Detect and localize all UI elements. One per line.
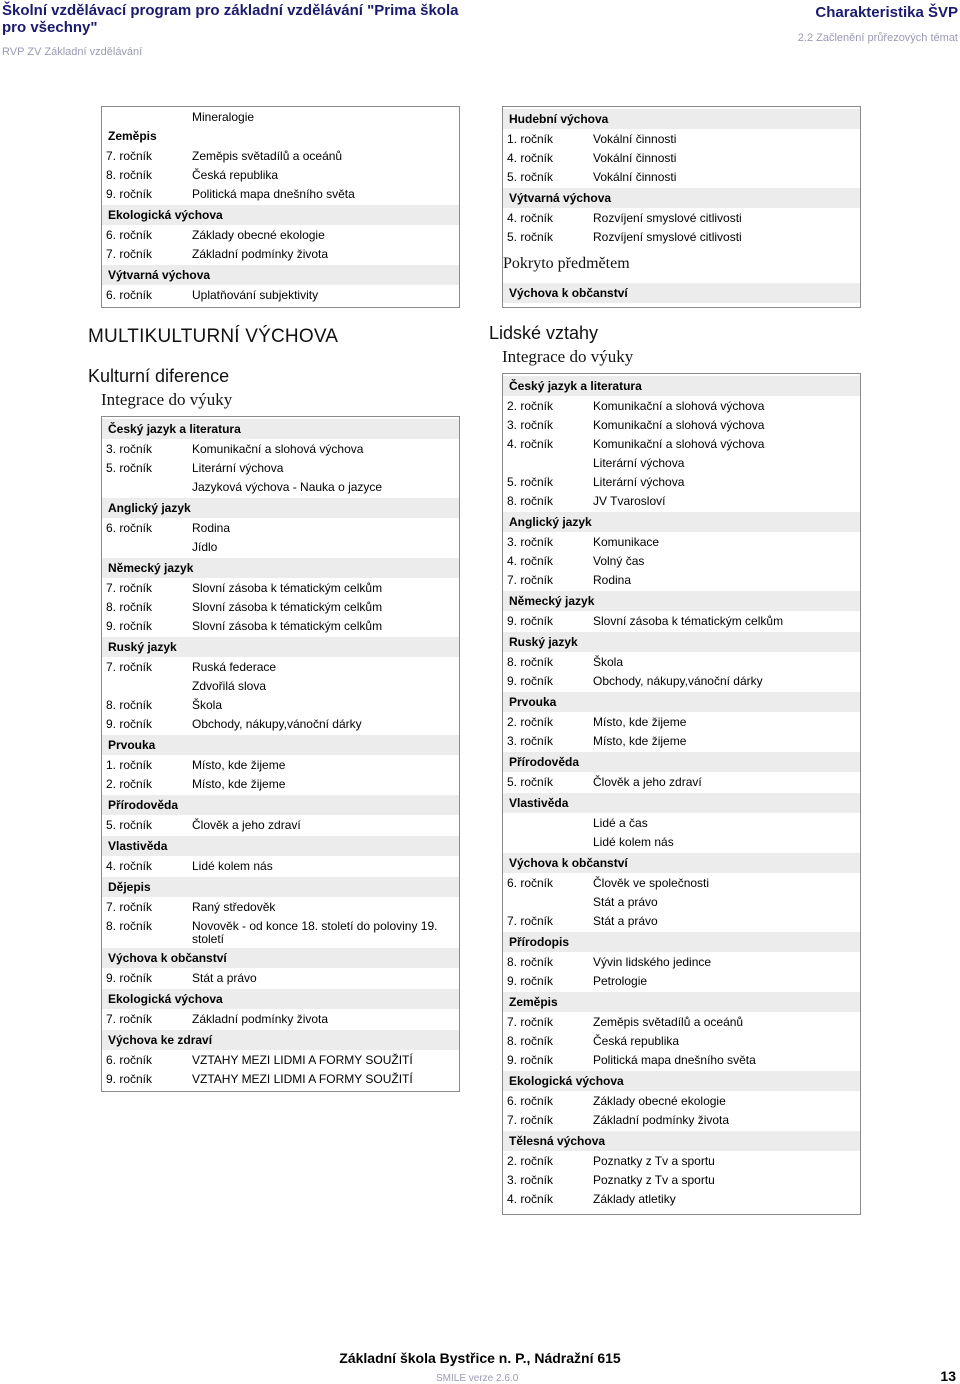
subject-header: Anglický jazyk [102, 498, 459, 518]
topic-cell: Základní podmínky života [192, 247, 329, 261]
table-row [102, 1051, 459, 1070]
table-row [102, 775, 459, 794]
table-row [102, 696, 459, 715]
table-row [102, 459, 459, 478]
grade-cell: 2. ročník [507, 399, 554, 413]
header-title: Školní vzdělávací program pro základní vzdělávání "Prima škola pro všechny" [2, 2, 459, 36]
topic-cell: Volný čas [593, 554, 645, 568]
table-row [503, 833, 860, 852]
subject-header: Ruský jazyk [102, 637, 459, 657]
topic-cell: Místo, kde žijeme [192, 777, 286, 791]
grade-cell: 7. ročník [106, 581, 153, 595]
table-row [503, 1171, 860, 1190]
table-row [503, 533, 860, 552]
topic-cell: Komunikační a slohová výchova [593, 437, 765, 451]
topic-cell: Mineralogie [192, 110, 255, 124]
subject-header: Vlastivěda [503, 793, 860, 813]
topic-cell: Slovní zásoba k tématickým celkům [192, 600, 383, 614]
grade-cell: 6. ročník [507, 876, 554, 890]
topic-cell: Místo, kde žijeme [593, 734, 687, 748]
table-row [102, 519, 459, 538]
topic-cell: Česká republika [192, 168, 279, 182]
grade-cell: 6. ročník [106, 288, 153, 302]
topic-cell: Rozvíjení smyslové citlivosti [593, 230, 742, 244]
topic-cell: Stát a právo [593, 914, 658, 928]
grade-cell: 9. ročník [507, 614, 554, 628]
table-row [503, 1111, 860, 1130]
table-row [102, 598, 459, 617]
topic-cell: Člověk a jeho zdraví [593, 775, 702, 789]
topic-cell: Raný středověk [192, 900, 276, 914]
page-number: 13 [940, 1368, 956, 1384]
topic-cell: Člověk a jeho zdraví [192, 818, 301, 832]
topic-cell: Zdvořilá slova [192, 679, 267, 693]
grade-cell: 1. ročník [106, 758, 153, 772]
left-integration-title: Integrace do výuky [101, 390, 233, 409]
subject-header: Výchova k občanství [102, 948, 459, 968]
subject-header: Zeměpis [108, 129, 157, 143]
topic-cell: VZTAHY MEZI LIDMI A FORMY SOUŽITÍ [192, 1072, 413, 1086]
topic-cell: Politická mapa dnešního světa [192, 187, 355, 201]
subject-header: Prvouka [102, 735, 459, 755]
table-row [503, 130, 860, 149]
topic-cell: Rozvíjení smyslové citlivosti [593, 211, 742, 225]
table-row [503, 814, 860, 833]
grade-cell: 7. ročník [507, 573, 554, 587]
grade-cell: 2. ročník [507, 715, 554, 729]
grade-cell: 9. ročník [507, 974, 554, 988]
topic-cell: Vokální činnosti [593, 132, 677, 146]
topic-cell: Základy atletiky [593, 1192, 676, 1206]
subject-header: Přírodopis [503, 932, 860, 952]
table-row [503, 1190, 860, 1209]
topic-cell: Stát a právo [192, 971, 257, 985]
topic-cell: Škola [192, 698, 223, 712]
topic-cell: Základní podmínky života [192, 1012, 329, 1026]
topic-cell: Místo, kde žijeme [192, 758, 286, 772]
table-row [102, 440, 459, 459]
header-right-title: Charakteristika ŠVP [815, 4, 958, 21]
grade-cell: 7. ročník [106, 1012, 153, 1026]
grade-cell: 6. ročník [106, 228, 153, 242]
topic-cell: Obchody, nákupy,vánoční dárky [593, 674, 763, 688]
table-row [503, 209, 860, 228]
table-row [102, 538, 459, 557]
table-row [102, 1010, 459, 1029]
topic-cell: Ruská federace [192, 660, 277, 674]
table-row [102, 478, 459, 497]
grade-cell: 9. ročník [106, 971, 153, 985]
table-row [102, 245, 459, 264]
topic-cell: Literární výchova [593, 456, 685, 470]
topic-cell: Základní podmínky života [593, 1113, 730, 1127]
grade-cell: 8. ročník [106, 919, 153, 933]
table-row [102, 677, 459, 696]
table-row [503, 435, 860, 454]
topic-cell: Vokální činnosti [593, 170, 677, 184]
grade-cell: 8. ročník [507, 494, 554, 508]
grade-cell: 5. ročník [507, 475, 554, 489]
grade-cell: 4. ročník [507, 211, 554, 225]
table-row [503, 1013, 860, 1032]
topic-cell: Stát a právo [593, 895, 658, 909]
subject-header: Přírodověda [102, 795, 459, 815]
topic-cell: Komunikační a slohová výchova [593, 399, 765, 413]
grade-cell: 7. ročník [507, 1015, 554, 1029]
table-row [503, 912, 860, 931]
subject-header: Ekologická výchova [503, 1071, 860, 1091]
subject-header: Výtvarná výchova [503, 188, 860, 208]
table-row [503, 953, 860, 972]
table-row [503, 397, 860, 416]
covered-heading: Pokryto předmětem [503, 255, 630, 272]
header-subtitle: RVP ZV Základní vzdělávání [2, 46, 143, 58]
topic-cell: Literární výchova [593, 475, 685, 489]
left-top-table [101, 106, 460, 308]
subject-header: Vlastivěda [102, 836, 459, 856]
topic-cell: Komunikační a slohová výchova [192, 442, 364, 456]
grade-cell: 6. ročník [106, 1053, 153, 1067]
table-row [102, 857, 459, 876]
grade-cell: 5. ročník [507, 230, 554, 244]
grade-cell: 5. ročník [507, 170, 554, 184]
topic-cell: Politická mapa dnešního světa [593, 1053, 756, 1067]
subject-header: Přírodověda [503, 752, 860, 772]
table-row [503, 1152, 860, 1171]
topic-cell: Petrologie [593, 974, 648, 988]
topic-cell: Zeměpis světadílů a oceánů [192, 149, 343, 163]
table-row [503, 732, 860, 751]
right-topic-title: Lidské vztahy [489, 323, 599, 343]
grade-cell: 7. ročník [106, 149, 153, 163]
subject-header: Prvouka [503, 692, 860, 712]
topic-cell: Novověk - od konce 18. století do poloviny 19. století [192, 919, 438, 946]
grade-cell: 8. ročník [106, 600, 153, 614]
table-row [102, 579, 459, 598]
subject-header: Český jazyk a literatura [102, 419, 459, 439]
table-row [102, 917, 459, 947]
table-row [102, 147, 459, 166]
table-row [503, 473, 860, 492]
topic-cell: Slovní zásoba k tématickým celkům [593, 614, 784, 628]
topic-cell: VZTAHY MEZI LIDMI A FORMY SOUŽITÍ [192, 1053, 413, 1067]
topic-cell: Slovní zásoba k tématickým celkům [192, 619, 383, 633]
subject-header: Výtvarná výchova [102, 265, 459, 285]
topic-cell: Lidé kolem nás [593, 835, 674, 849]
footer-school: Základní škola Bystřice n. P., Nádražní 615 [339, 1350, 621, 1366]
left-integration-table [101, 416, 460, 1092]
topic-cell: Vývin lidského jedince [593, 955, 712, 969]
table-row [102, 898, 459, 917]
grade-cell: 6. ročník [507, 1094, 554, 1108]
subject-header: Německý jazyk [102, 558, 459, 578]
topic-cell: Místo, kde žijeme [593, 715, 687, 729]
table-row [503, 454, 860, 473]
grade-cell: 8. ročník [507, 1034, 554, 1048]
topic-cell: Jídlo [192, 540, 218, 554]
grade-cell: 7. ročník [507, 1113, 554, 1127]
topic-cell: Rodina [192, 521, 231, 535]
grade-cell: 8. ročník [507, 655, 554, 669]
grade-cell: 9. ročník [106, 619, 153, 633]
grade-cell: 6. ročník [106, 521, 153, 535]
table-row [503, 972, 860, 991]
table-row [102, 166, 459, 185]
topic-cell: JV Tvarosloví [593, 494, 666, 508]
subject-header: Zeměpis [503, 992, 860, 1012]
grade-cell: 9. ročník [106, 187, 153, 201]
topic-cell: Jazyková výchova - Nauka o jazyce [192, 480, 383, 494]
table-row [102, 286, 459, 305]
grade-cell: 2. ročník [106, 777, 153, 791]
subject-header: Český jazyk a literatura [503, 376, 860, 396]
grade-cell: 5. ročník [106, 461, 153, 475]
table-row [503, 552, 860, 571]
grade-cell: 3. ročník [507, 535, 554, 549]
subject-header: Tělesná výchova [503, 1131, 860, 1151]
table-row [102, 108, 459, 127]
grade-cell: 9. ročník [106, 717, 153, 731]
table-row [102, 756, 459, 775]
table-row [102, 816, 459, 835]
grade-cell: 9. ročník [507, 674, 554, 688]
covered-band: Výchova k občanství [503, 283, 860, 303]
topic-cell: Lidé a čas [593, 816, 648, 830]
table-row [102, 1070, 459, 1089]
table-row [503, 713, 860, 732]
table-row [503, 1032, 860, 1051]
grade-cell: 5. ročník [507, 775, 554, 789]
grade-cell: 4. ročník [507, 1192, 554, 1206]
grade-cell: 8. ročník [106, 168, 153, 182]
subject-header: Ekologická výchova [102, 989, 459, 1009]
topic-cell: Poznatky z Tv a sportu [593, 1173, 715, 1187]
grade-cell: 3. ročník [106, 442, 153, 456]
subject-header: Anglický jazyk [503, 512, 860, 532]
table-row [503, 874, 860, 893]
table-row [102, 617, 459, 636]
topic-cell: Základy obecné ekologie [192, 228, 325, 242]
grade-cell: 7. ročník [106, 900, 153, 914]
grade-cell: 3. ročník [507, 1173, 554, 1187]
table-row [503, 571, 860, 590]
table-row [503, 612, 860, 631]
grade-cell: 4. ročník [507, 151, 554, 165]
table-row [102, 226, 459, 245]
grade-cell: 3. ročník [507, 418, 554, 432]
grade-cell: 9. ročník [507, 1053, 554, 1067]
grade-cell: 4. ročník [507, 554, 554, 568]
table-row [503, 228, 860, 247]
table-row [503, 1092, 860, 1111]
subject-header: Německý jazyk [503, 591, 860, 611]
grade-cell: 7. ročník [507, 914, 554, 928]
subject-header: Výchova ke zdraví [102, 1030, 459, 1050]
topic-cell: Rodina [593, 573, 632, 587]
topic-cell: Škola [593, 655, 624, 669]
right-integration-title: Integrace do výuky [502, 347, 634, 366]
table-row [503, 653, 860, 672]
subject-header: Ekologická výchova [102, 205, 459, 225]
topic-cell: Lidé kolem nás [192, 859, 273, 873]
grade-cell: 8. ročník [507, 955, 554, 969]
topic-cell: Základy obecné ekologie [593, 1094, 726, 1108]
table-row [503, 149, 860, 168]
topic-cell: Vokální činnosti [593, 151, 677, 165]
subject-header: Ruský jazyk [503, 632, 860, 652]
grade-cell: 1. ročník [507, 132, 554, 146]
topic-cell: Komunikace [593, 535, 660, 549]
table-row [503, 168, 860, 187]
topic-cell: Slovní zásoba k tématickým celkům [192, 581, 383, 595]
grade-cell: 7. ročník [106, 247, 153, 261]
grade-cell: 3. ročník [507, 734, 554, 748]
topic-cell: Uplatňování subjektivity [192, 288, 319, 302]
table-row [503, 672, 860, 691]
right-top-table [502, 106, 861, 308]
subject-header: Dějepis [102, 877, 459, 897]
table-row [102, 715, 459, 734]
grade-cell: 4. ročník [106, 859, 153, 873]
left-topic-title: Kulturní diference [88, 366, 230, 386]
grade-cell: 2. ročník [507, 1154, 554, 1168]
topic-cell: Literární výchova [192, 461, 284, 475]
right-integration-table [502, 373, 861, 1215]
header-right-subtitle: 2.2 Začlenění průřezových témat [797, 32, 958, 44]
section-title: MULTIKULTURNÍ VÝCHOVA [88, 326, 339, 347]
grade-cell: 8. ročník [106, 698, 153, 712]
table-row [503, 416, 860, 435]
grade-cell: 9. ročník [106, 1072, 153, 1086]
table-row [102, 185, 459, 204]
footer-version: SMILE verze 2.6.0 [436, 1373, 519, 1384]
topic-cell: Komunikační a slohová výchova [593, 418, 765, 432]
subject-header: Výchova k občanství [503, 853, 860, 873]
table-row [102, 658, 459, 677]
grade-cell: 5. ročník [106, 818, 153, 832]
topic-cell: Zeměpis světadílů a oceánů [593, 1015, 744, 1029]
topic-cell: Obchody, nákupy,vánoční dárky [192, 717, 362, 731]
table-row [503, 893, 860, 912]
grade-cell: 4. ročník [507, 437, 554, 451]
topic-cell: Česká republika [593, 1034, 680, 1048]
topic-cell: Poznatky z Tv a sportu [593, 1154, 715, 1168]
table-row [102, 969, 459, 988]
grade-cell: 7. ročník [106, 660, 153, 674]
table-row [503, 492, 860, 511]
table-row [503, 1051, 860, 1070]
topic-cell: Člověk ve společnosti [593, 876, 710, 890]
table-row [503, 773, 860, 792]
subject-header: Hudební výchova [503, 109, 860, 129]
